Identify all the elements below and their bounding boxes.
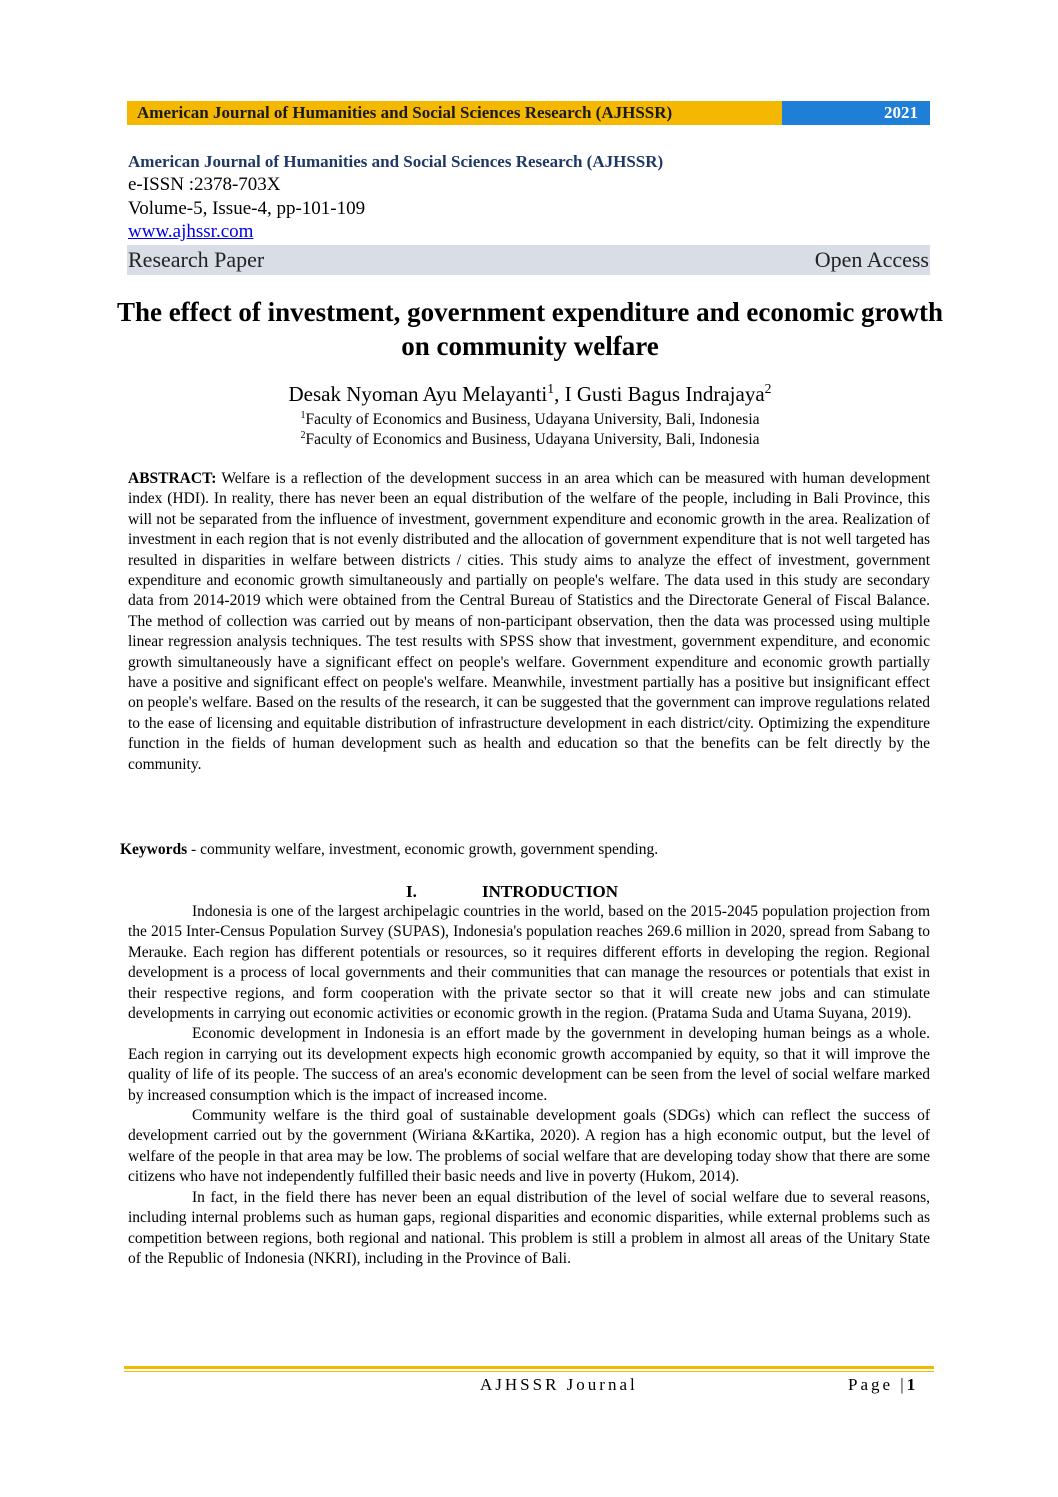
publication-meta: [128, 151, 930, 243]
volume-info: Volume-5, Issue-4, pp-101-109: [128, 198, 366, 219]
access-type: Open Access: [814, 247, 929, 272]
abstract: [128, 469, 930, 775]
journal-header-bar: [127, 101, 930, 125]
footer-divider: [124, 1366, 934, 1369]
intro-paragraph: In fact, in the field there has never been an equal distribution of the level of social welfare due to several reasons, including internal problems such as human gaps, regional disparities and economic disparities, while external problems such as competition between regions, both regional and national. This problem is still a problem in almost all areas of the Unitary State of the Republic of Indonesia (NKRI), including in the Province of Bali.: [128, 1188, 930, 1267]
intro-paragraph: Economic development in Indonesia is an effort made by the government in developing human beings as a whole. Each region in carrying out its development expects high economic growth accompanied by equity, so that it will improve the quality of life of its people. The success of an area's economic development can be seen from the level of social welfare marked by increased consumption which is the impact of increased income.: [128, 1025, 930, 1104]
paper-title: The effect of investment, government expenditure and economic growth on community welfare: [116, 297, 944, 361]
affiliation-1: [110, 410, 950, 430]
section-title: INTRODUCTION: [482, 882, 619, 901]
footer-journal-name: AJHSSR Journal: [480, 1375, 638, 1394]
author-list: [110, 381, 950, 407]
journal-name: American Journal of Humanities and Social Sciences Research (AJHSSR): [128, 152, 664, 171]
author-1-affil-mark: 1: [547, 381, 555, 396]
affiliation-2-mark: 2: [300, 429, 306, 441]
introduction-body: [128, 902, 930, 1269]
keywords: [120, 840, 930, 860]
footer-divider-thin: [124, 1371, 934, 1372]
author-1: Desak Nyoman Ayu Melayanti: [288, 382, 548, 406]
footer-page-value: 1: [906, 1375, 916, 1394]
abstract-text: Welfare is a reflection of the development success in an area which can be measured with human development index (HDI). In reality, there has never been an equal distribution of the welfare of the people, including in Bali Province, this will not be separated from the influence of investment, government expenditure and economic growth in the area. Realization of investment in each region that is not evenly distributed and the allocation of government expenditure that is not well targeted has resulted in disparities in welfare between districts / cities. This study aims to analyze the effect of investment, government expenditure and economic growth simultaneously and partially on people's welfare. The data used in this study are secondary data from 2014-2019 which were obtained from the Central Bureau of Statistics and the Directorate General of Fiscal Balance. The method of collection was carried out by means of non-participant observation, then the data was processed using multiple linear regression analysis techniques. The test results with SPSS show that investment, government expenditure, and economic growth simultaneously have a significant effect on people's welfare. Government expenditure and economic growth partially have a positive and significant effect on people's welfare. Meanwhile, investment partially has a positive but insignificant effect on people's welfare. Based on the results of the research, it can be suggested that the government can improve regulations related to the ease of licensing and equitable distribution of infrastructure development in each district/city. Optimizing the expenditure function in the fields of human development such as health and education so that the benefits can be felt directly by the community.: [128, 470, 930, 773]
footer-page-label: Page |: [848, 1375, 907, 1394]
website-link[interactable]: www.ajhssr.com: [128, 221, 254, 242]
header-journal-title: American Journal of Humanities and Social Sciences Research (AJHSSR): [127, 101, 782, 125]
section-number: I.: [406, 882, 417, 901]
abstract-label: ABSTRACT:: [128, 470, 217, 487]
author-2-affil-mark: 2: [764, 381, 772, 396]
affiliation-1-mark: 1: [300, 409, 306, 421]
intro-paragraph: Community welfare is the third goal of sustainable development goals (SDGs) which can reflect the success of development carried out by the government (Wiriana &Kartika, 2020). A region has a high economic output, but the level of welfare of the people in that area may be low. The problems of social welfare that are developing today show that there are some citizens who have not independently fulfilled their basic needs and live in poverty (Hukom, 2014).: [128, 1107, 930, 1186]
author-2: I Gusti Bagus Indrajaya: [564, 382, 765, 406]
intro-paragraph: Indonesia is one of the largest archipelagic countries in the world, based on the 2015-2045 population projection from the 2015 Inter-Census Population Survey (SUPAS), Indonesia's population reaches 269.6 million in 2020, spread from Sabang to Merauke. Each region has different potentials or resources, so it requires different efforts in developing the region. Regional development is a process of local governments and their communities that can manage the resources or potentials that exist in their respective regions, and form cooperation with the private sector so that it will create new jobs and can stimulate developments in carrying out economic activities or economic growth in the region. (Pratama Suda and Utama Suyana, 2019).: [128, 903, 930, 1023]
paper-type-bar: [127, 245, 930, 275]
author-separator: ,: [554, 382, 565, 406]
header-year: 2021: [782, 101, 930, 125]
affiliation-2-text: Faculty of Economics and Business, Udayana University, Bali, Indonesia: [305, 431, 760, 448]
keywords-text: - community welfare, investment, economic growth, government spending.: [187, 841, 659, 858]
affiliation-1-text: Faculty of Economics and Business, Udayana University, Bali, Indonesia: [305, 411, 760, 428]
keywords-label: Keywords: [120, 841, 188, 858]
issn: e-ISSN :2378-703X: [128, 174, 281, 195]
affiliation-2: [110, 430, 950, 450]
paper-type: Research Paper: [128, 247, 265, 272]
footer-page-number: [848, 1375, 915, 1395]
